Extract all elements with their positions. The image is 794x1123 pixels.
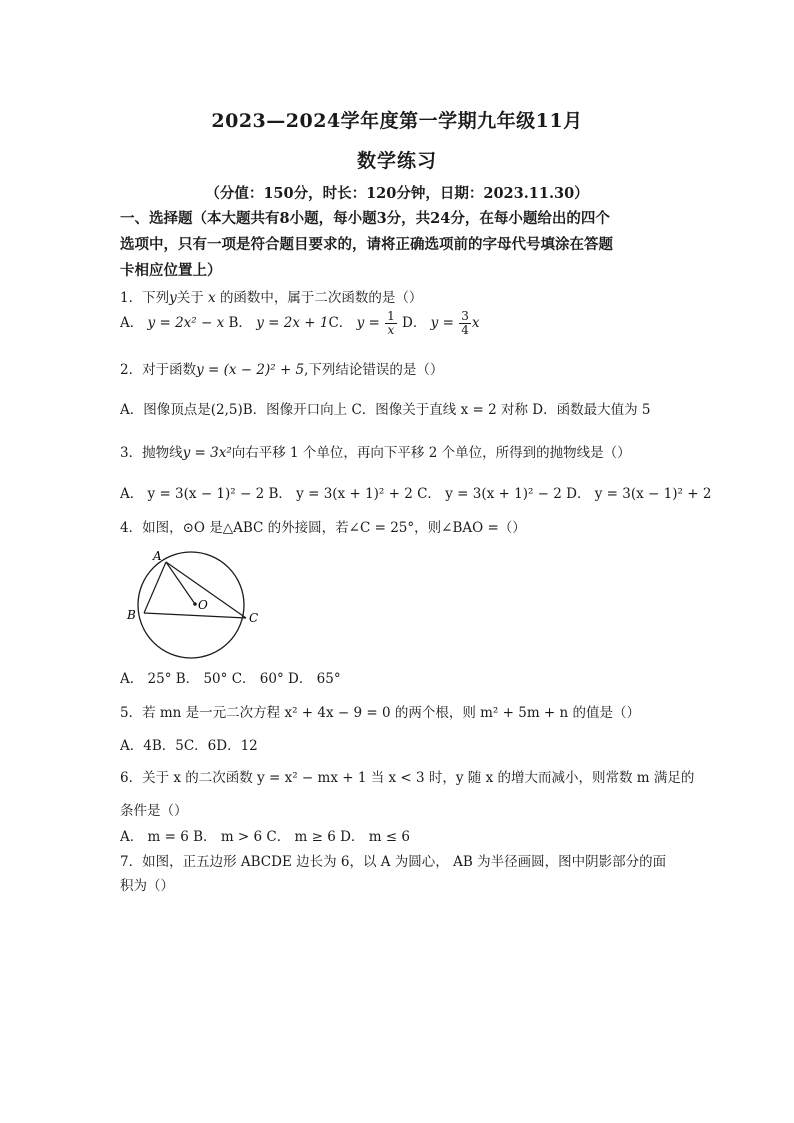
q4-options: A． 25° B． 50° C． 60° D． 65°: [120, 671, 341, 687]
q5-options: A．4B．5C．6D．12: [120, 738, 258, 754]
q1-option-a: y = 2x² − x: [147, 315, 225, 331]
section1-heading-line1: 一、选择题（本大题共有8小题，每小题3分，共24分，在每小题给出的四个: [120, 210, 610, 227]
q1-stem: 1．下列y关于 x 的函数中，属于二次函数的是（）: [120, 290, 423, 306]
segment-bc: [144, 613, 246, 618]
q7-stem-line2: 积为（）: [120, 878, 174, 894]
q1-options: A． y = 2x² − x B． y = 2x + 1C． y = $\frac{1}{x}$ D． y = $\frac{3}{4}$ x: [120, 309, 480, 337]
exam-info: （分值：150分，时长：120分钟，日期：2023.11.30）: [205, 185, 589, 202]
exam-title: 2023—2024学年度第一学期九年级11月: [211, 110, 583, 132]
label-b: B: [127, 608, 136, 622]
q7-stem-line1: 7．如图，正五边形 ABCDE 边长为 6，以 A 为圆心， AB 为半径画圆，图中阴影部分的面: [120, 854, 667, 870]
q1-option-c-label: C．: [328, 315, 353, 331]
q4-circumcircle-figure: [120, 545, 270, 660]
q6-stem-line2: 条件是（）: [120, 803, 188, 819]
q1-option-d-fraction: $\frac{3}{4}$: [461, 309, 469, 337]
q1-option-a-label: A．: [120, 315, 144, 331]
center-point-o: [193, 602, 197, 606]
label-o: O: [198, 598, 208, 612]
q2-options: A．图像顶点是(2,5)B．图像开口向上 C．图像关于直线 x = 2 对称 D．函数最大值为 5: [120, 402, 651, 418]
q1-option-b: y = 2x + 1: [256, 315, 329, 331]
label-a: A: [153, 549, 162, 563]
q3-stem: 3．抛物线y = 3x²向右平移 1 个单位，再向下平移 2 个单位，所得到的抛物线是（）: [120, 445, 631, 461]
section1-heading-line3: 卡相应位置上）: [120, 262, 222, 279]
q2-stem: 2．对于函数y = (x − 2)² + 5,下列结论错误的是（）: [120, 362, 444, 378]
q3-options: A． y = 3(x − 1)² − 2 B． y = 3(x + 1)² + 2 C． y = 3(x + 1)² − 2 D． y = 3(x − 1)² + 2: [120, 486, 712, 502]
q1-option-d-label: D．: [402, 315, 427, 331]
q5-stem: 5．若 mn 是一元二次方程 x² + 4x − 9 = 0 的两个根，则 m² + 5m + n 的值是（）: [120, 705, 641, 721]
q4-stem: 4．如图，⊙O 是△ABC 的外接圆，若∠C = 25°，则∠BAO =（）: [120, 520, 526, 536]
exam-subtitle: 数学练习: [356, 150, 437, 172]
q6-options: A． m = 6 B． m > 6 C． m ≥ 6 D． m ≤ 6: [120, 829, 410, 845]
segment-ao: [166, 562, 195, 604]
q1-option-c-fraction: $\frac{1}{x}$: [387, 309, 395, 337]
label-c: C: [249, 611, 259, 625]
q6-stem-line1: 6．关于 x 的二次函数 y = x² − mx + 1 当 x < 3 时，y 随 x 的增大而减小，则常数 m 满足的: [120, 770, 695, 786]
section1-heading-line2: 选项中，只有一项是符合题目要求的，请将正确选项前的字母代号填涂在答题: [120, 236, 613, 253]
segment-ab: [144, 562, 166, 613]
q1-option-b-label: B．: [228, 315, 252, 331]
